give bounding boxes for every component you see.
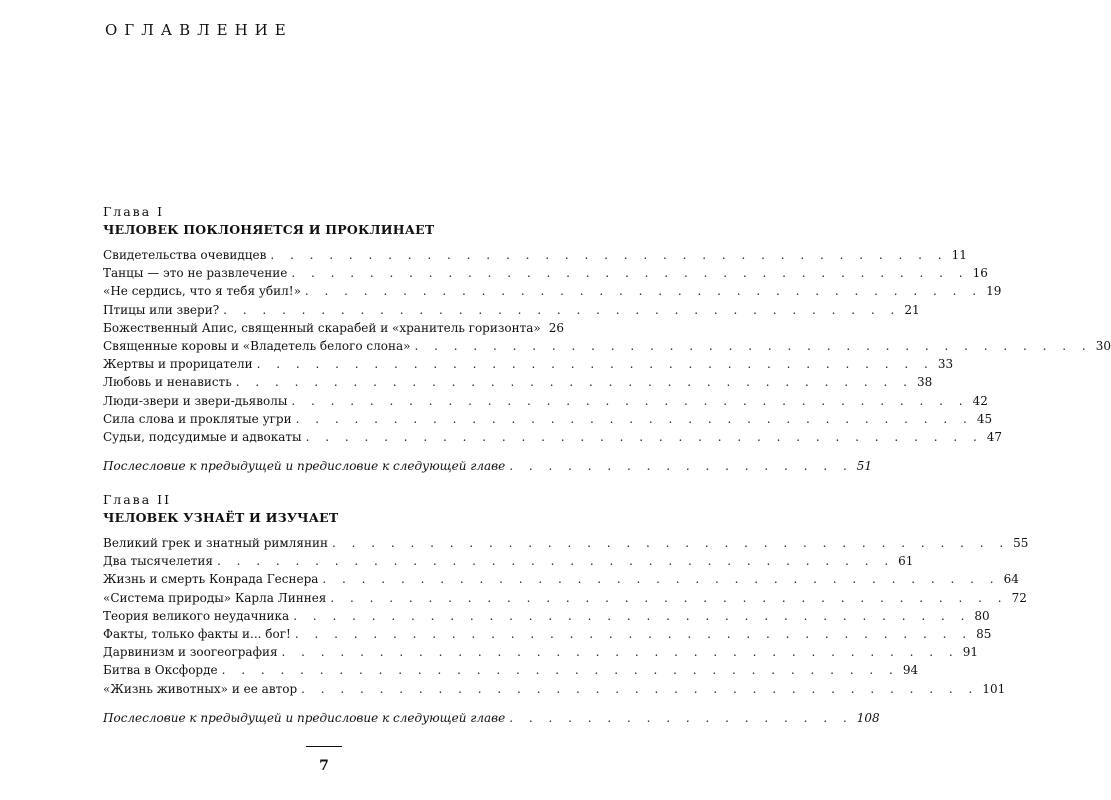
entry-title: Птицы или звери? — [103, 302, 220, 317]
entry-page: 55 — [1013, 536, 1029, 550]
entry-page: 61 — [898, 554, 914, 569]
dot-leader: . . . . . . . . . . . . . . . . . . . . . . . . . . . . . . . . . . . — [322, 572, 1000, 587]
dot-leader: . . . . . . . . . . . . . . . . . . . . . . . . . . . . . . . . . . . — [414, 338, 1092, 353]
toc-entry[interactable] — [103, 643, 979, 661]
dot-leader: . . . . . . . . . . . . . . . . . . . . . . . . . . . . . . . . . . . — [221, 663, 899, 678]
entry-page: 85 — [976, 626, 992, 641]
chapter-label: Глава I — [103, 204, 165, 219]
toc-entry[interactable] — [103, 661, 919, 679]
entry-title: Люди-звери и звери-дьяволы — [103, 393, 288, 408]
chapter-label: Глава II — [103, 492, 172, 507]
dot-leader: . . . . . . . . . . . . . . . . . . . . . . . . . . . . . . . . . . . — [291, 266, 969, 281]
entry-title: Факты, только факты и... бог! — [103, 626, 291, 641]
entry-page: 47 — [986, 429, 1003, 444]
page-number: 7 — [319, 758, 329, 774]
entry-page: 30 — [1095, 338, 1111, 353]
dot-leader: . . . . . . . . . . . . . . . . . . . . . . . . . . . . . . . . . . . — [331, 536, 1010, 550]
entry-page: 38 — [916, 375, 933, 390]
toc-entry[interactable] — [103, 589, 1027, 607]
entry-page: 72 — [1011, 590, 1027, 605]
toc-entry[interactable] — [103, 373, 933, 391]
toc-entry[interactable] — [103, 301, 920, 319]
dot-leader: . . . . . . . . . . . . . . . . . . . . . . . . . . . . . . . . . . . — [293, 608, 971, 623]
dot-leader: . . . . . . . . . . . . . . . . . . . . . . . . . . . . . . . . . . . — [291, 393, 969, 408]
dot-leader: . . . . . . . . . . . . . . . . . . . . . . . . . . . . . . . . . . . — [223, 302, 901, 317]
chapter-1-afterword — [103, 457, 873, 475]
toc-entry[interactable] — [103, 246, 967, 264]
toc-entry[interactable] — [103, 355, 954, 373]
entry-page: 51 — [856, 459, 873, 473]
entry-title: Теория великого неудачника — [103, 608, 290, 623]
toc-entry[interactable] — [103, 410, 993, 428]
toc-entry[interactable] — [103, 264, 988, 282]
toc-entry[interactable] — [103, 570, 1019, 588]
dot-leader: . . . . . . . . . . . . . . . . . . . . . . . . . . . . . . . . . . . — [256, 357, 934, 372]
chapter-title: ЧЕЛОВЕК УЗНАЁТ И ИЗУЧАЕТ — [103, 510, 339, 525]
entry-page: 64 — [1003, 572, 1019, 587]
entry-page: 33 — [937, 357, 954, 372]
entry-page: 108 — [856, 711, 880, 725]
toc-entry[interactable] — [103, 319, 565, 337]
entry-title: «Система природы» Карла Линнея — [103, 590, 327, 605]
entry-title: «Не сердись, что я тебя убил!» — [103, 284, 301, 299]
chapter-2-afterword — [103, 709, 880, 727]
footer-rule — [306, 746, 342, 747]
entry-title: Священные коровы и «Владетель белого слона» — [103, 338, 411, 353]
entry-title: Битва в Оксфорде — [103, 663, 218, 678]
dot-leader: . . . . . . . . . . . . . . . . . . . . . . . . . . . . . . . . . . . — [281, 645, 959, 660]
dot-leader: . . . . . . . . . . . . . . . . . . . . . . . . . . . . . . . . . . . — [216, 554, 895, 569]
entry-page: 11 — [951, 248, 967, 262]
entry-title: Божественный Апис, священный скарабей и «хранитель горизонта» — [103, 320, 541, 335]
dot-leader: . . . . . . . . . . . . . . . . . . — [509, 459, 853, 473]
entry-page: 91 — [962, 645, 979, 660]
entry-page: 42 — [972, 393, 988, 408]
entry-page: 45 — [976, 411, 993, 426]
entry-page: 94 — [902, 663, 919, 678]
dot-leader: . . . . . . . . . . . . . . . . . . . . . . . . . . . . . . . . . . . — [305, 429, 983, 444]
toc-entry[interactable] — [103, 282, 1002, 300]
toc-entry[interactable] — [103, 534, 1029, 552]
entry-page: 26 — [548, 320, 565, 335]
toc-entry[interactable] — [103, 607, 990, 625]
toc-entry[interactable] — [103, 392, 988, 410]
dot-leader: . . . . . . . . . . . . . . . . . . . . . . . . . . . . . . . . . . . — [270, 248, 948, 262]
entry-page: 101 — [982, 681, 1006, 696]
entry-title: Судьи, подсудимые и адвокаты — [103, 429, 302, 444]
entry-title: Танцы — это не развлечение — [103, 266, 288, 281]
toc-entry[interactable] — [103, 337, 1111, 355]
dot-leader: . . . . . . . . . . . . . . . . . . . . . . . . . . . . . . . . . . . — [330, 590, 1008, 605]
entry-page: 16 — [972, 266, 988, 281]
entry-page: 19 — [986, 284, 1002, 299]
entry-title: Дарвинизм и зоогеография — [103, 645, 278, 660]
entry-page: 21 — [904, 302, 920, 317]
dot-leader: . . . . . . . . . . . . . . . . . . . . . . . . . . . . . . . . . . . — [294, 626, 973, 641]
dot-leader: . . . . . . . . . . . . . . . . . . . . . . . . . . . . . . . . . . . — [295, 411, 973, 426]
entry-page: 80 — [974, 608, 990, 623]
toc-entry[interactable] — [103, 709, 880, 727]
entry-title: Жизнь и смерть Конрада Геснера — [103, 572, 319, 587]
toc-entry[interactable] — [103, 428, 1003, 446]
toc-entry[interactable] — [103, 457, 873, 475]
chapter-2 — [103, 492, 1029, 698]
toc-entry[interactable] — [103, 680, 1006, 698]
entry-title: Свидетельства очевидцев — [103, 248, 267, 262]
dot-leader: . . . . . . . . . . . . . . . . . . . . . . . . . . . . . . . . . . . — [304, 284, 983, 299]
toc-entry[interactable] — [103, 625, 992, 643]
chapter-1 — [103, 204, 1111, 446]
chapter-title: ЧЕЛОВЕК ПОКЛОНЯЕТСЯ И ПРОКЛИНАЕТ — [103, 222, 435, 237]
entry-title: Два тысячелетия — [103, 554, 213, 569]
dot-leader: . . . . . . . . . . . . . . . . . . . . . . . . . . . . . . . . . . . — [301, 681, 979, 696]
dot-leader: . . . . . . . . . . . . . . . . . . . . . . . . . . . . . . . . . . . — [235, 375, 913, 390]
page-title: ОГЛАВЛЕНИЕ — [105, 21, 293, 39]
entry-title: Сила слова и проклятые угри — [103, 411, 292, 426]
entry-title: Послесловие к предыдущей и предисловие к следующей главе — [103, 711, 506, 725]
entry-title: Жертвы и прорицатели — [103, 357, 253, 372]
dot-leader: . . . . . . . . . . . . . . . . . . — [509, 711, 853, 725]
entry-title: Великий грек и знатный римлянин — [103, 536, 328, 550]
entry-title: Послесловие к предыдущей и предисловие к следующей главе — [103, 459, 506, 473]
entry-title: «Жизнь животных» и ее автор — [103, 681, 298, 696]
entry-title: Любовь и ненависть — [103, 375, 232, 390]
toc-entry[interactable] — [103, 552, 914, 570]
